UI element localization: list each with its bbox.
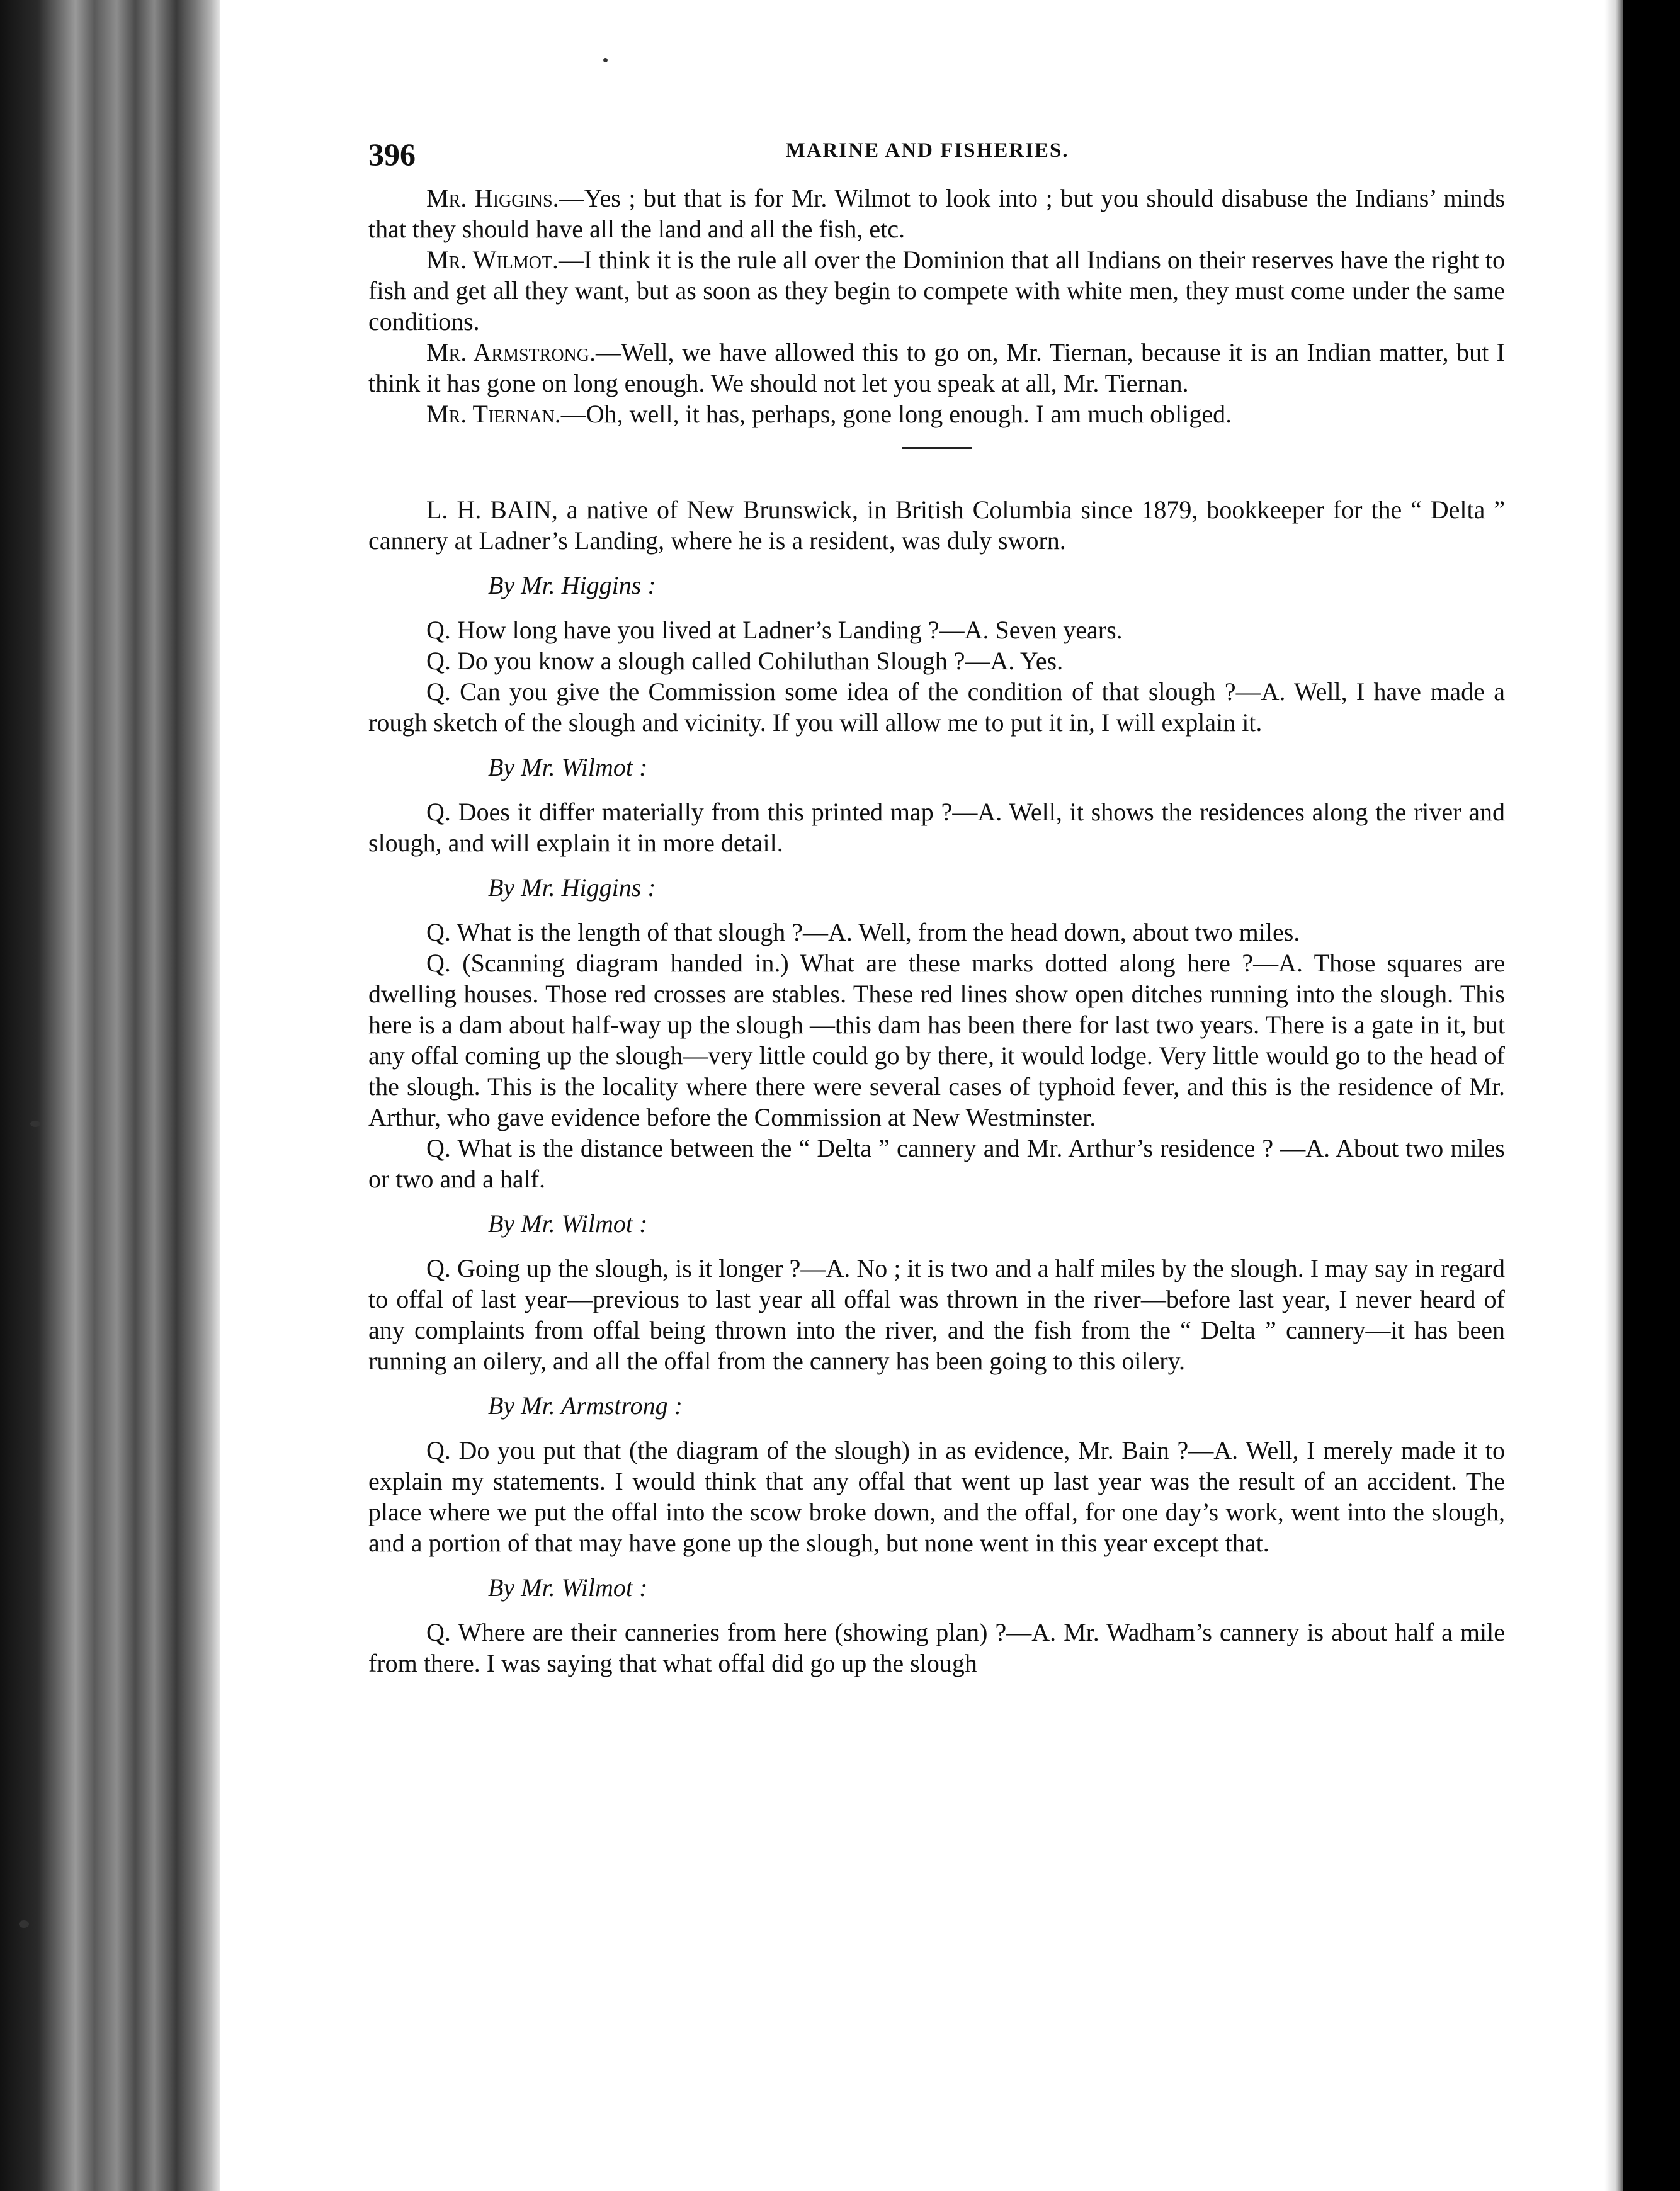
question-answer: Q. What is the distance between the “ Delta ” cannery and Mr. Arthur’s residence ? —A. About two miles or two and a half. [368, 1134, 1505, 1193]
speech-text: —Well, we have allowed this to go on, Mr. Tiernan, because it is an Indian matter, but I think it has gone on long enough. We should not let you speak at all, Mr. Tiernan. [368, 338, 1506, 397]
examiner-heading: By Mr. Armstrong : [488, 1391, 683, 1420]
question-answer: Q. (Scanning diagram handed in.) What are these marks dotted along here ?—A. Those squares are dwelling houses. Those red crosses are stables. These red lines show open ditches running into the slough. This here is a dam about half-way up the slough —this dam has been there for last two years. There is a gate in it, but any offal coming up the slough—very little could go by there, it would lodge. Very little would go to the head of the slough. This is the locality where there were several cases of typhoid fever, and this is the residence of Mr. Arthur, who gave evidence before the Commission at New Westminster. [368, 949, 1505, 1131]
speck [30, 1121, 40, 1127]
question-answer: Q. Can you give the Commission some idea of the condition of that slough ?—A. Well, I have made a rough sketch of the slough and vicinity. If you will allow me to put it in, I will explain it. [368, 677, 1505, 737]
speck [19, 1920, 29, 1928]
speech-text: —Yes ; but that is for Mr. Wilmot to look into ; but you should disabuse the Indians’ minds that they should have all the land and all the fish, etc. [368, 184, 1506, 243]
scan-border [1623, 0, 1680, 2191]
speck [603, 58, 608, 62]
examiner-heading: By Mr. Wilmot : [488, 1573, 648, 1602]
speech-paragraph [368, 244, 1505, 337]
speaker-name: Mr. Armstrong. [426, 338, 596, 366]
running-head: MARINE AND FISHERIES. [785, 139, 1069, 162]
section-divider [902, 447, 972, 449]
speaker-name: Mr. Tiernan. [426, 400, 561, 428]
question-answer: Q. What is the length of that slough ?—A. Well, from the head down, about two miles. [426, 918, 1300, 946]
speech-paragraph [368, 183, 1505, 244]
examiner-heading: By Mr. Higgins : [488, 873, 656, 902]
examiner-heading: By Mr. Higgins : [488, 571, 656, 599]
witness-intro: L. H. BAIN, a native of New Brunswick, in British Columbia since 1879, bookkeeper for the “ Delta ” cannery at Ladner’s Landing, where he is a resident, was duly sworn. [368, 495, 1505, 555]
page-header [368, 120, 1505, 170]
question-answer: Q. Going up the slough, is it longer ?—A. No ; it is two and a half miles by the slough. I may say in regard to offal of last year—previous to last year all offal was thrown in the river—before last year, I never heard of any complaints from offal being thrown into the river, and the fish from the “ Delta ” cannery—it has been running an oilery, and all the offal from the cannery has been going to this oilery. [368, 1254, 1505, 1375]
question-answer: Q. How long have you lived at Ladner’s Landing ?—A. Seven years. [426, 616, 1123, 644]
book-spine-edge [0, 0, 220, 2191]
speaker-name: Mr. Higgins. [426, 184, 559, 212]
question-answer: Q. Do you put that (the diagram of the slough) in as evidence, Mr. Bain ?—A. Well, I merely made it to explain my statements. I would think that any offal that went up last year was the result of an accident. The place where we put the offal into the scow broke down, and the offal, for one day’s work, went into the slough, and a portion of that may have gone up the slough, but none went in this year except that. [368, 1436, 1505, 1557]
speech-text: —I think it is the rule all over the Dominion that all Indians on their reserves have the right to fish and get all they want, but as soon as they begin to compete with white men, they must come under the same conditions. [368, 246, 1506, 336]
question-answer: Q. Does it differ materially from this printed map ?—A. Well, it shows the residences along the river and slough, and will explain it in more detail. [368, 798, 1505, 857]
page-gutter-shadow [1604, 0, 1623, 2191]
speech-paragraph [368, 399, 1505, 429]
examiner-heading: By Mr. Wilmot : [488, 753, 648, 781]
page-number: 396 [368, 137, 416, 172]
speech-paragraph [368, 337, 1505, 399]
question-answer: Q. Do you know a slough called Cohiluthan Slough ?—A. Yes. [426, 647, 1064, 675]
question-answer: Q. Where are their canneries from here (showing plan) ?—A. Mr. Wadham’s cannery is about half a mile from there. I was saying that what offal did go up the slough [368, 1618, 1505, 1677]
speaker-name: Mr. Wilmot. [426, 246, 559, 274]
document-page [368, 120, 1505, 1679]
speech-text: —Oh, well, it has, perhaps, gone long enough. I am much obliged. [560, 400, 1232, 428]
examiner-heading: By Mr. Wilmot : [488, 1209, 648, 1238]
